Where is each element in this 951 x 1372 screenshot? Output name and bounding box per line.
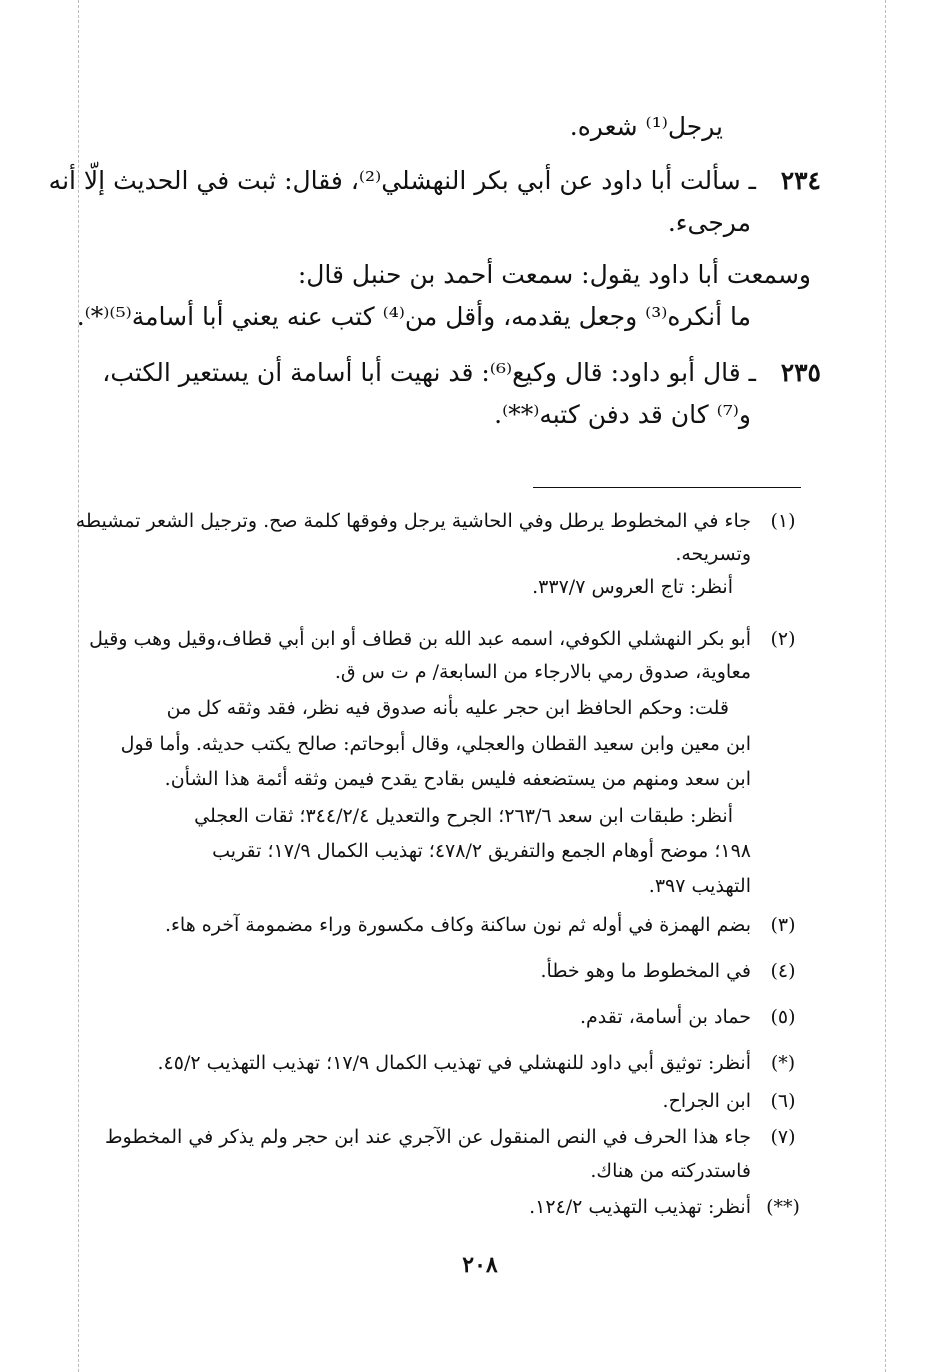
footnote-star-line-1: أنظر: توثيق أبي داود للنهشلي في تهذيب الكمال ١٧/٩؛ تهذيب التهذيب ٤٥/٢. xyxy=(157,1052,751,1074)
footnote-2-line-1: أبو بكر النهشلي الكوفي، اسمه عبد الله بن قطاف أو ابن أبي قطاف،وقيل وهب وقيل xyxy=(89,628,751,650)
entry-234-line-1: ـ سألت أبا داود عن أبي بكر النهشلي⁽²⁾، فقال: ثبت في الحديث إلّا أنه xyxy=(48,166,756,195)
footnote-5-line-1: حماد بن أسامة، تقدم. xyxy=(579,1006,751,1028)
main-line-1: يرجل⁽¹⁾ شعره. xyxy=(569,112,723,141)
footnote-1-line-1: جاء في المخطوط يرطل وفي الحاشية يرجل وفوقها كلمة صح. وترجيل الشعر تمشيطه xyxy=(75,510,751,532)
scan-edge-left xyxy=(78,0,79,1372)
scan-edge-right xyxy=(885,0,886,1372)
entry-234-number: ٢٣٤ xyxy=(780,166,821,195)
footnote-2-line-5: ابن سعد ومنهم من يستضعفه فليس بقادح يقدح فيمن وثقه أئمة هذا الشأن. xyxy=(164,768,751,790)
footnote-7-marker: (٧) xyxy=(770,1126,796,1148)
footnote-6-line-1: ابن الجراح. xyxy=(662,1090,751,1112)
page-number: ٢٠٨ xyxy=(462,1252,498,1278)
footnote-2-line-6: أنظر: طبقات ابن سعد ٢٦٣/٦؛ الجرح والتعديل ٣٤٤/٢/٤؛ ثقات العجلي xyxy=(194,805,733,827)
entry-234-line-2: مرجىء. xyxy=(667,208,751,237)
footnote-3-marker: (٣) xyxy=(770,914,796,936)
footnote-double-star-marker: (**) xyxy=(766,1196,800,1218)
footnote-separator xyxy=(533,487,801,488)
footnote-3-line-1: بضم الهمزة في أوله ثم نون ساكنة وكاف مكسورة وراء مضمومة آخره هاء. xyxy=(164,914,751,936)
footnote-5-marker: (٥) xyxy=(770,1006,796,1028)
footnote-1-line-2: وتسريحه. xyxy=(675,543,751,565)
footnote-4-marker: (٤) xyxy=(770,960,796,982)
footnote-2-line-2: معاوية، صدوق رمي بالارجاء من السابعة/ م ت س ق. xyxy=(334,661,751,683)
footnote-double-star-line-1: أنظر: تهذيب التهذيب ١٢٤/٢. xyxy=(529,1196,751,1218)
footnote-2-line-7: ١٩٨؛ موضح أوهام الجمع والتفريق ٤٧٨/٢؛ تهذيب الكمال ١٧/٩؛ تقريب xyxy=(212,840,751,862)
footnote-2-line-8: التهذيب ٣٩٧. xyxy=(648,875,751,897)
footnote-1-marker: (١) xyxy=(770,510,796,532)
para-2-line-1: وسمعت أبا داود يقول: سمعت أحمد بن حنبل قال: xyxy=(297,260,811,289)
entry-235-number: ٢٣٥ xyxy=(780,358,821,387)
entry-235-line-2: و⁽⁷⁾ كان قد دفن كتبه⁽**⁾. xyxy=(494,400,751,429)
footnote-2-line-4: ابن معين وابن سعيد القطان والعجلي، وقال أبوحاتم: صالح يكتب حديثه. وأما قول xyxy=(120,733,751,755)
footnote-2-line-3: قلت: وحكم الحافظ ابن حجر عليه بأنه صدوق فيه نظر، فقد وثقه كل من xyxy=(166,697,729,719)
footnote-star-marker: (*) xyxy=(770,1052,796,1074)
footnote-6-marker: (٦) xyxy=(770,1090,796,1112)
footnote-4-line-1: في المخطوط ما وهو خطأ. xyxy=(540,960,751,982)
footnote-7-line-2: فاستدركته من هناك. xyxy=(590,1160,751,1182)
entry-235-line-1: ـ قال أبو داود: قال وكيع⁽⁶⁾: قد نهيت أبا أسامة أن يستعير الكتب، xyxy=(102,358,756,387)
footnote-1-line-3: أنظر: تاج العروس ٣٣٧/٧. xyxy=(532,576,733,598)
footnote-2-marker: (٢) xyxy=(770,628,796,650)
footnote-7-line-1: جاء هذا الحرف في النص المنقول عن الآجري عند ابن حجر ولم يذكر في المخطوط xyxy=(104,1126,751,1148)
para-2-line-2: ما أنكره⁽³⁾ وجعل يقدمه، وأقل من⁽⁴⁾ كتب عنه يعني أبا أسامة⁽⁵⁾⁽*⁾. xyxy=(76,302,751,331)
